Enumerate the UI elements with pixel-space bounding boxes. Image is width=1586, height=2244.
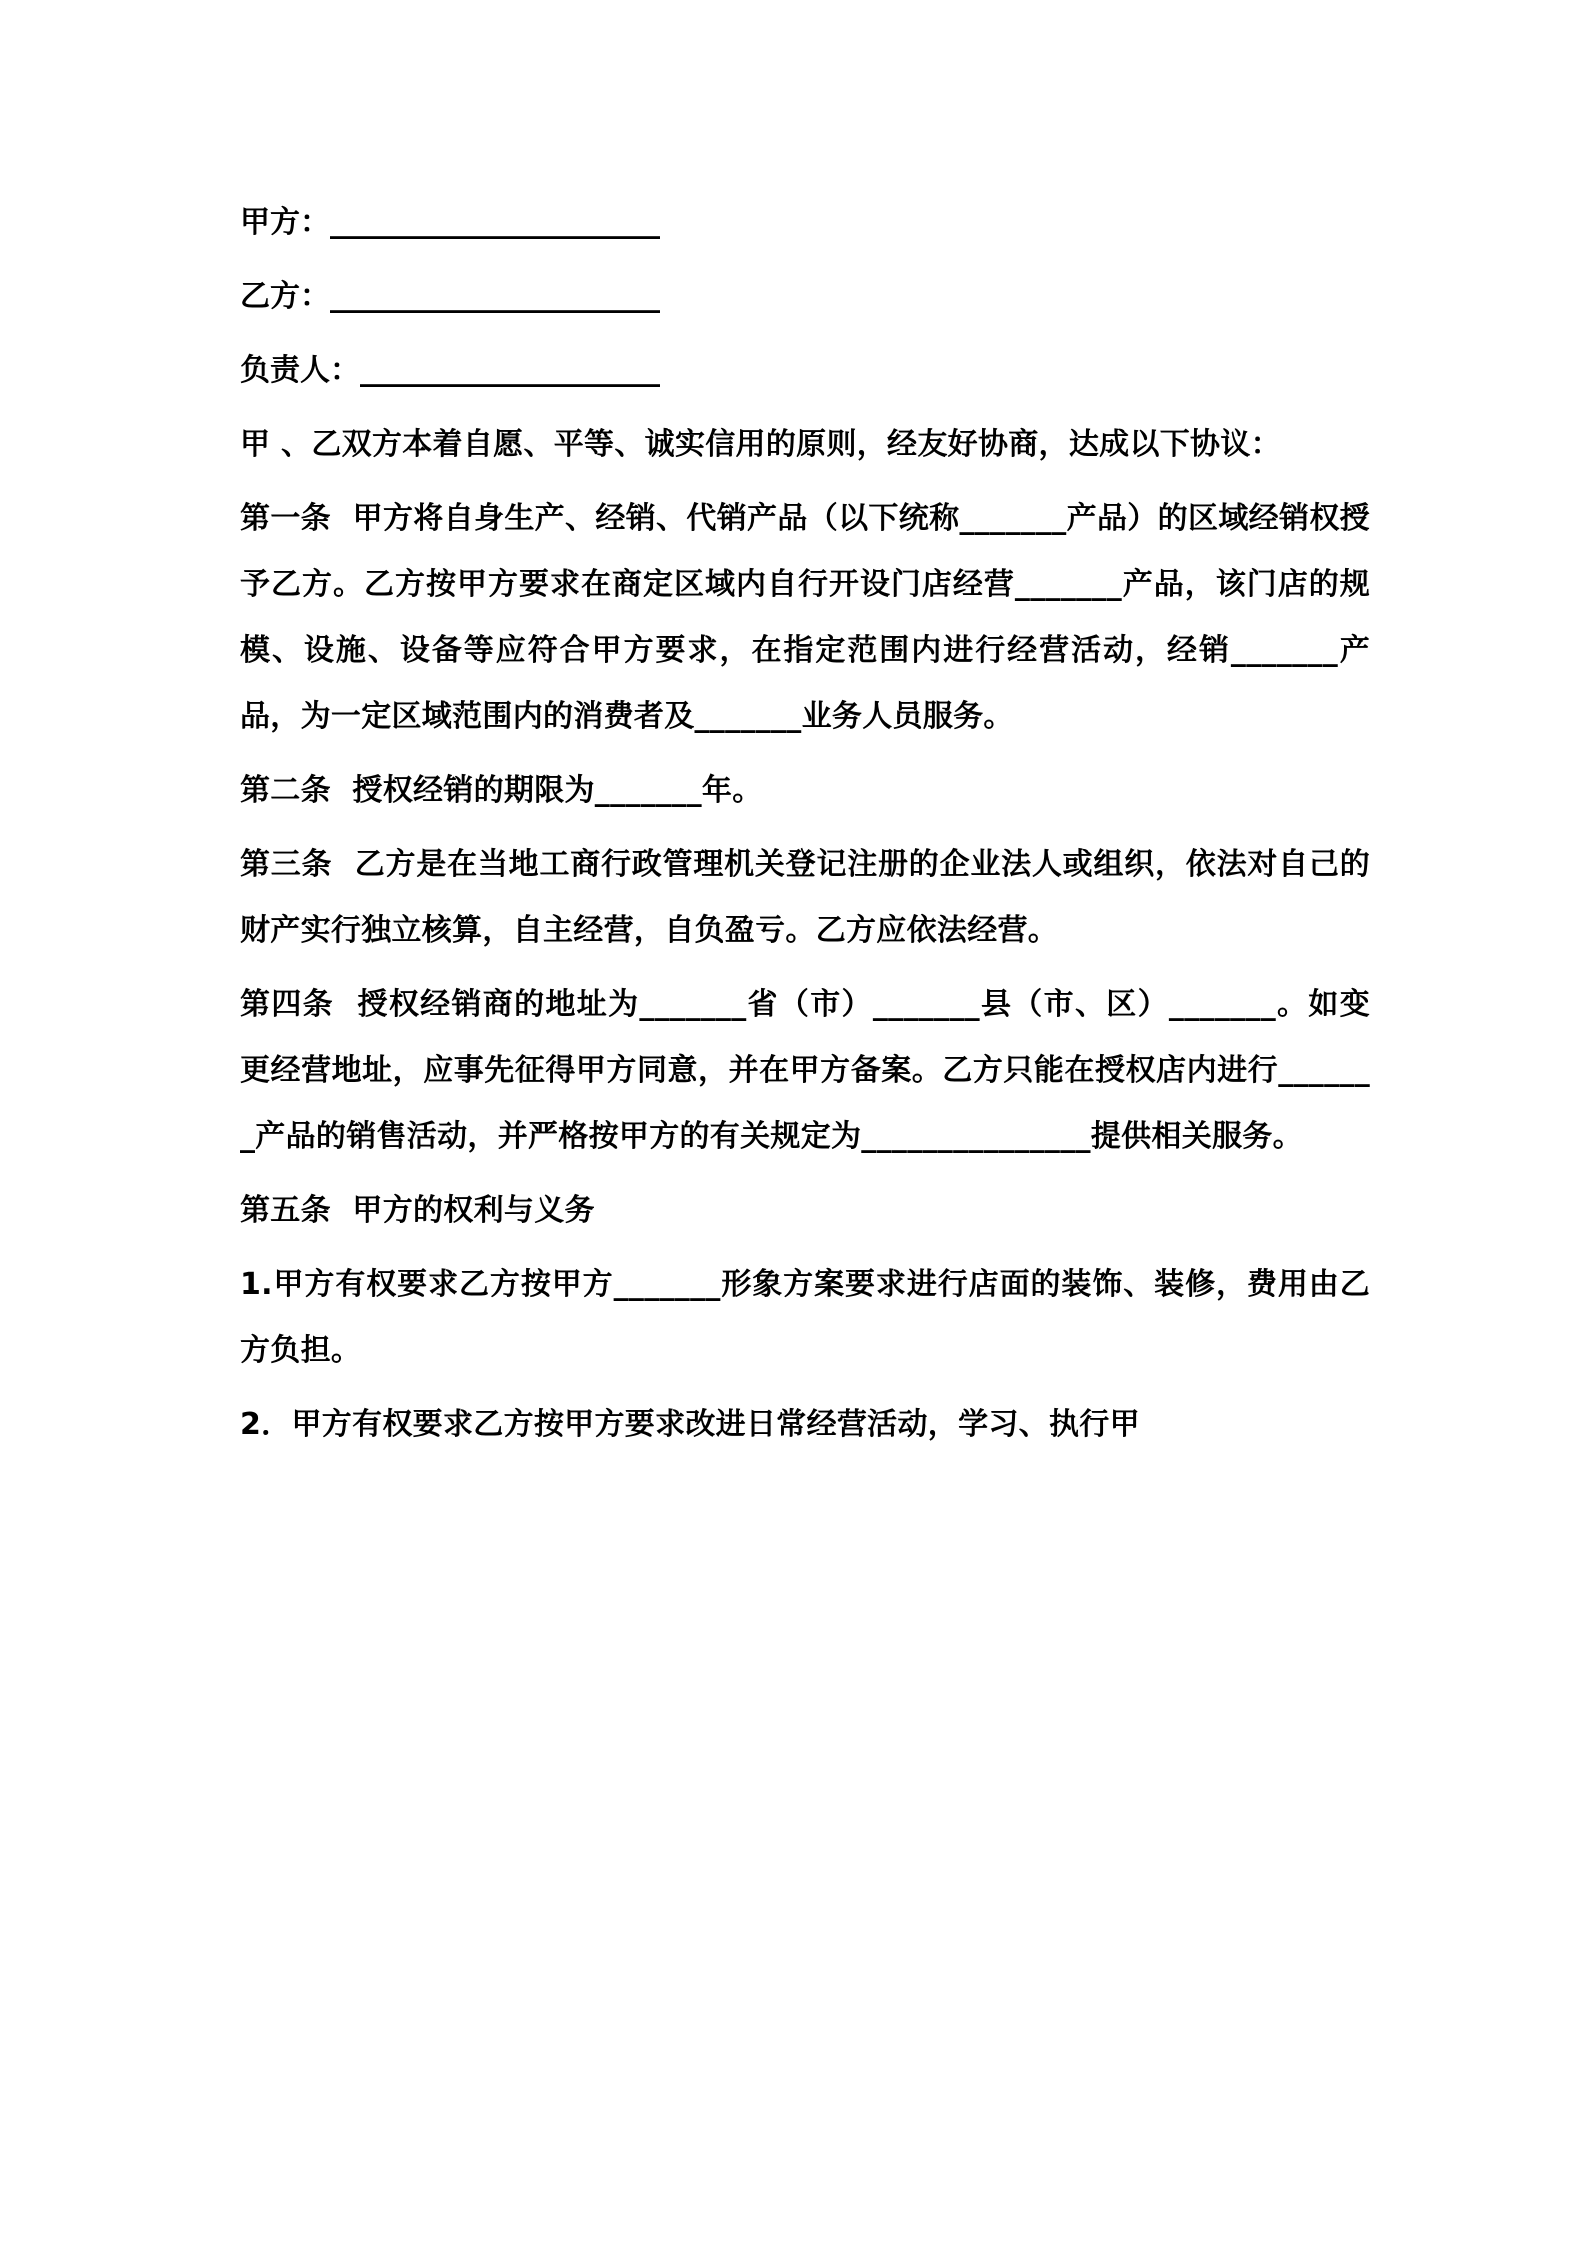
article-5-item-1: 1.甲方有权要求乙方按甲方_______形象方案要求进行店面的装饰、装修，费用由乙方负担。 (240, 1267, 1370, 1368)
article-2-paragraph: 第二条 授权经销的期限为_______年。 (240, 773, 763, 808)
article-5-heading: 第五条 甲方的权利与义务 (240, 1193, 595, 1228)
responsible-person-line: 负责人：____________________ (240, 353, 660, 388)
document-body (240, 190, 1370, 1458)
article-3-paragraph: 第三条 乙方是在当地工商行政管理机关登记注册的企业法人或组织，依法对自己的财产实行独立核算，自主经营，自负盈亏。乙方应依法经营。 (240, 847, 1370, 948)
article-4-paragraph: 第四条 授权经销商的地址为_______省（市）_______县（市、区）_______。如变更经营地址，应事先征得甲方同意，并在甲方备案。乙方只能在授权店内进行_______产品的销售活动，并严格按甲方的有关规定为_______________提供相关服务。 (240, 987, 1370, 1154)
party-a-line: 甲方：______________________ (240, 205, 660, 240)
party-b-line: 乙方：______________________ (240, 279, 660, 314)
preamble-paragraph: 甲 、乙双方本着自愿、平等、诚实信用的原则，经友好协商，达成以下协议： (240, 427, 1281, 462)
article-5-item-2: 2．甲方有权要求乙方按甲方要求改进日常经营活动，学习、执行甲 (240, 1407, 1140, 1442)
article-1-paragraph: 第一条 甲方将自身生产、经销、代销产品（以下统称_______产品）的区域经销权授予乙方。乙方按甲方要求在商定区域内自行开设门店经营_______产品，该门店的规模、设施、设备等应符合甲方要求，在指定范围内进行经营活动，经销_______产品，为一定区域范围内的消费者及_______业务人员服务。 (240, 501, 1370, 734)
